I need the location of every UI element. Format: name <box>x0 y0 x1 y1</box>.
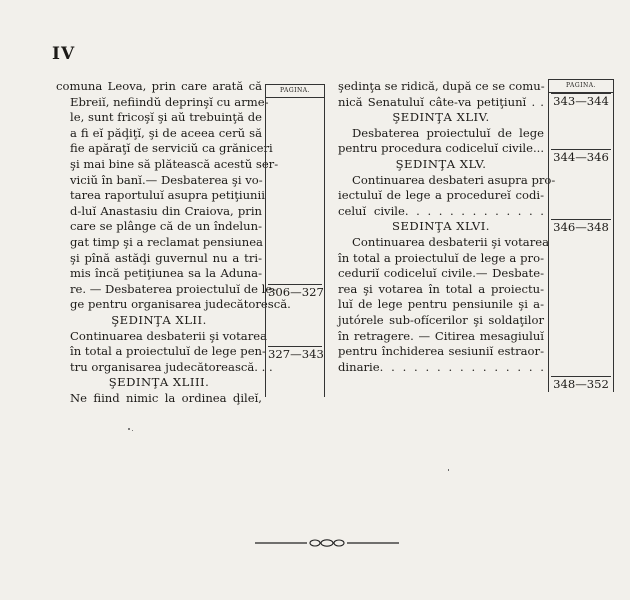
page-range: 346—348 <box>551 219 611 236</box>
text-line: jutórele sub-ofícerilor şi soldaţilor <box>338 312 544 327</box>
page-number: IV <box>52 44 76 64</box>
page-range: 348—352 <box>551 376 611 393</box>
right-column <box>338 79 556 375</box>
text-line: şi mai bine să plătească acestŭ ser- <box>70 156 279 171</box>
session-heading: ŞEDINŢA XLV. <box>395 156 487 171</box>
text-line: şi pînă astăḑi guvernul nu a tri- <box>70 250 262 265</box>
text-line: viciŭ în banĭ.— Desbaterea şi vo- <box>70 172 263 187</box>
text-line: Ebreiĭ, nefiindŭ deprinşĭ cu arme- <box>70 94 269 109</box>
session-heading: ŞEDINŢA XLIV. <box>392 110 490 125</box>
text-line: în retragere. — Citirea mesagiuluĭ <box>338 328 544 343</box>
text-line: re. — Desbaterea proiectuluĭ de le- <box>70 281 277 296</box>
text-line: tru organisarea judecătorească. . . <box>70 359 273 374</box>
text-line: pentru procedura codiceluĭ civile... <box>338 141 545 156</box>
text-line: Continuarea desbateri asupra pro- <box>352 172 556 187</box>
session-heading: ŞEDINŢA XLIII. <box>108 375 210 390</box>
text-line: Desbaterea proiectuluĭ de lege <box>352 125 544 140</box>
text-line: rea şi votarea în total a proiectu- <box>338 281 544 296</box>
text-line: Ne fiind nimic la ordinea ḑileĭ, <box>70 390 262 405</box>
page-ref-column-left <box>265 84 325 397</box>
session-heading: SEDINŢA XLVI. <box>392 219 490 234</box>
text-line: mis încă petiţiunea sa la Aduna- <box>70 266 262 281</box>
page-range: 344—346 <box>551 149 611 166</box>
session-heading: ŞEDINŢA XLII. <box>111 312 207 327</box>
text-line: şedinţa se ridică, după ce se comu- <box>338 79 545 93</box>
ornament-divider <box>255 538 399 548</box>
text-line: Continuarea desbaterii şi votarea <box>70 328 268 343</box>
text-line: gat timp şi a reclamat pensiunea <box>70 234 263 249</box>
text-line: care se plânge că de un îndelun- <box>70 219 262 234</box>
text-line: luĭ de lege pentru pensiunile şi a- <box>338 297 544 312</box>
text-line: le, sunt fricoşĭ şi aŭ trebuinţă de <box>70 110 262 125</box>
page-ref-column-right <box>548 79 614 392</box>
text-line: Continuarea desbaterii şi votarea <box>352 234 550 249</box>
pagina-header: PAGINA. <box>549 79 613 93</box>
text-line: în total a proiectuluĭ de lege a pro- <box>338 250 544 265</box>
text-line: iectuluĭ de lege a procedureĭ codi- <box>338 188 544 203</box>
text-line: fie apăraţĭ de serviciŭ ca grăniceri <box>70 141 273 156</box>
text-line: dinarie. . . . . . . . . . . . . . . <box>338 359 544 374</box>
left-column <box>56 79 291 406</box>
text-line: celuĭ civile. . . . . . . . . . . . . <box>338 203 544 218</box>
text-line: d-luĭ Anastasiu din Craiova, prin <box>70 203 262 218</box>
text-line: nică Senatuluĭ câte-va petiţiunĭ . . <box>338 94 544 109</box>
page-range: 327—343 <box>268 347 324 361</box>
text-line: în total a proiectuluĭ de lege pen- <box>70 344 266 359</box>
text-line: tarea raportuluĭ asupra petiţiunii <box>70 188 265 203</box>
page-range: 306—327 <box>268 285 324 299</box>
text-line: a fi eĭ păḑiţĭ, şi de aceea cerŭ să <box>70 125 262 140</box>
pagina-header: PAGINA. <box>266 84 324 98</box>
text-line: ceduriĭ codiceluĭ civile.— Desbate- <box>338 266 544 281</box>
text-line: comuna Leova, prin care arată că <box>56 79 262 93</box>
text-line: pentru închiderea sesiuniĭ estraor- <box>338 344 544 359</box>
text-line: ge pentru organisarea judecătorescă. <box>70 297 291 312</box>
page-range: 343—344 <box>551 93 611 110</box>
